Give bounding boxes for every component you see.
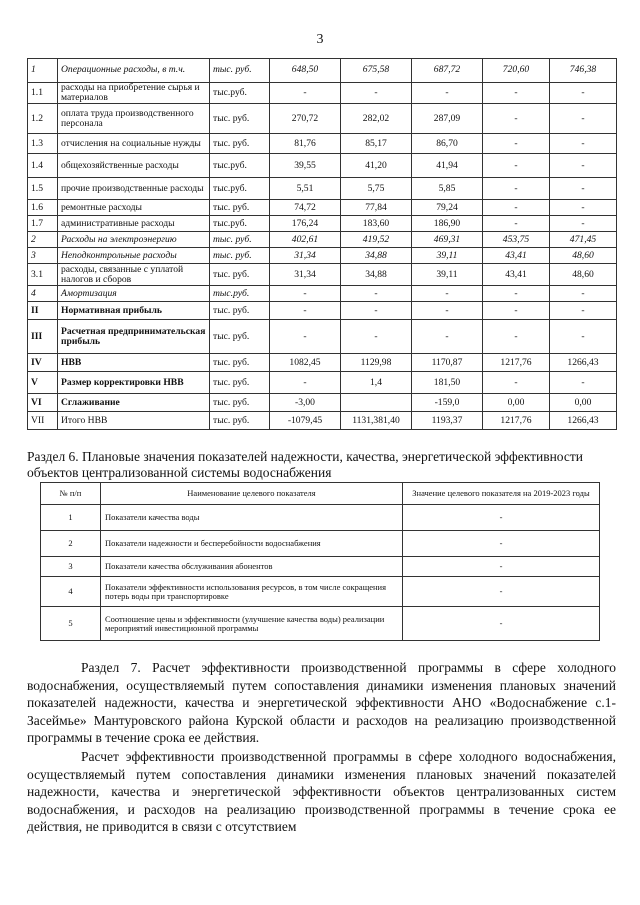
costs-value: - <box>483 320 550 354</box>
costs-value: 1,4 <box>341 372 412 394</box>
targets-value: - <box>403 607 600 641</box>
costs-num: 1.4 <box>28 154 58 178</box>
costs-value: 74,72 <box>270 200 341 216</box>
costs-unit: тыс.руб. <box>210 286 270 302</box>
costs-value: 48,60 <box>550 248 617 264</box>
costs-num: V <box>28 372 58 394</box>
costs-value: - <box>550 216 617 232</box>
costs-num: 4 <box>28 286 58 302</box>
costs-row <box>28 372 617 394</box>
costs-value: 282,02 <box>341 104 412 134</box>
costs-value: 39,11 <box>412 248 483 264</box>
costs-value <box>341 394 412 412</box>
costs-value: - <box>550 372 617 394</box>
costs-value: - <box>550 302 617 320</box>
costs-num: VI <box>28 394 58 412</box>
costs-name: Итого НВВ <box>58 412 210 430</box>
costs-num: 1.1 <box>28 83 58 104</box>
costs-row <box>28 354 617 372</box>
targets-row <box>41 505 600 531</box>
costs-unit: тыс.руб. <box>210 178 270 200</box>
costs-row <box>28 178 617 200</box>
targets-header-num: № п/п <box>41 483 101 505</box>
costs-value: 39,11 <box>412 264 483 286</box>
targets-value: - <box>403 531 600 557</box>
costs-row <box>28 200 617 216</box>
costs-name: прочие производственные расходы <box>58 178 210 200</box>
costs-value: 48,60 <box>550 264 617 286</box>
costs-row <box>28 59 617 83</box>
costs-table <box>27 58 617 430</box>
costs-value: 1082,45 <box>270 354 341 372</box>
costs-row <box>28 320 617 354</box>
costs-unit: тыс. руб. <box>210 302 270 320</box>
costs-value: 5,75 <box>341 178 412 200</box>
costs-value: 720,60 <box>483 59 550 83</box>
costs-unit: тыс. руб. <box>210 232 270 248</box>
costs-value: 31,34 <box>270 248 341 264</box>
costs-num: 2 <box>28 232 58 248</box>
costs-value: - <box>550 178 617 200</box>
costs-name: отчисления на социальные нужды <box>58 134 210 154</box>
costs-value: 77,84 <box>341 200 412 216</box>
costs-value: 471,45 <box>550 232 617 248</box>
costs-value: 1129,98 <box>341 354 412 372</box>
costs-value: - <box>483 372 550 394</box>
costs-value: 469,31 <box>412 232 483 248</box>
costs-name: Амортизация <box>58 286 210 302</box>
costs-value: - <box>483 83 550 104</box>
costs-value: 1217,76 <box>483 412 550 430</box>
costs-value: - <box>270 286 341 302</box>
costs-num: 1.3 <box>28 134 58 154</box>
costs-value: - <box>412 83 483 104</box>
costs-value: 41,94 <box>412 154 483 178</box>
costs-value: - <box>341 320 412 354</box>
costs-value: 43,41 <box>483 248 550 264</box>
section6-title: Раздел 6. Плановые значения показателей надежности, качества, энергетической эффективности объектов централизованной системы водоснабжения <box>27 449 583 481</box>
costs-value: -159,0 <box>412 394 483 412</box>
costs-unit: тыс. руб. <box>210 372 270 394</box>
costs-name: расходы на приобретение сырья и материалов <box>58 83 210 104</box>
costs-unit: тыс. руб. <box>210 248 270 264</box>
costs-value: - <box>270 302 341 320</box>
costs-name: ремонтные расходы <box>58 200 210 216</box>
costs-value: 1193,37 <box>412 412 483 430</box>
costs-num: 3 <box>28 248 58 264</box>
costs-value: 419,52 <box>341 232 412 248</box>
targets-num: 1 <box>41 505 101 531</box>
costs-value: 270,72 <box>270 104 341 134</box>
costs-num: VII <box>28 412 58 430</box>
costs-unit: тыс. руб. <box>210 264 270 286</box>
costs-row <box>28 248 617 264</box>
costs-value: 41,20 <box>341 154 412 178</box>
costs-value: 31,34 <box>270 264 341 286</box>
costs-value: 181,50 <box>412 372 483 394</box>
costs-value: 1266,43 <box>550 412 617 430</box>
costs-value: 186,90 <box>412 216 483 232</box>
costs-value: - <box>483 178 550 200</box>
costs-value: 34,88 <box>341 264 412 286</box>
costs-value: 34,88 <box>341 248 412 264</box>
costs-value: 176,24 <box>270 216 341 232</box>
costs-num: 1 <box>28 59 58 83</box>
costs-value: 81,76 <box>270 134 341 154</box>
costs-value: 1217,76 <box>483 354 550 372</box>
costs-unit: тыс.руб. <box>210 154 270 178</box>
costs-value: - <box>412 286 483 302</box>
costs-value: 1170,87 <box>412 354 483 372</box>
costs-unit: тыс. руб. <box>210 412 270 430</box>
targets-value: - <box>403 505 600 531</box>
costs-unit: тыс.руб. <box>210 83 270 104</box>
costs-value: - <box>341 83 412 104</box>
costs-name: оплата труда производственного персонала <box>58 104 210 134</box>
targets-num: 5 <box>41 607 101 641</box>
targets-row <box>41 557 600 577</box>
costs-name: общехозяйственные расходы <box>58 154 210 178</box>
costs-value: 86,70 <box>412 134 483 154</box>
targets-name: Показатели качества воды <box>101 505 403 531</box>
targets-name: Соотношение цены и эффективности (улучшение качества воды) реализации мероприятий инвестиционной программы <box>101 607 403 641</box>
targets-name: Показатели эффективности использования ресурсов, в том числе сокращения потерь воды при транспортировке <box>101 577 403 607</box>
costs-unit: тыс. руб. <box>210 134 270 154</box>
costs-row <box>28 412 617 430</box>
costs-value: 687,72 <box>412 59 483 83</box>
costs-value: 0,00 <box>550 394 617 412</box>
costs-num: 1.6 <box>28 200 58 216</box>
costs-num: 1.5 <box>28 178 58 200</box>
costs-value: - <box>483 286 550 302</box>
costs-name: административные расходы <box>58 216 210 232</box>
costs-value: -3,00 <box>270 394 341 412</box>
costs-value: - <box>550 134 617 154</box>
costs-value: - <box>550 104 617 134</box>
costs-value: 0,00 <box>483 394 550 412</box>
costs-row <box>28 154 617 178</box>
costs-value: - <box>550 200 617 216</box>
costs-value: - <box>412 320 483 354</box>
costs-num: 1.2 <box>28 104 58 134</box>
costs-unit: тыс. руб. <box>210 104 270 134</box>
costs-value: 183,60 <box>341 216 412 232</box>
targets-num: 3 <box>41 557 101 577</box>
section7-paragraph-1: Раздел 7. Расчет эффективности производственной программы в сфере холодного водоснабжения, осуществляемый путем сопоставления динамики изменения плановых значений показателей надежности, качества и энергетической эффективности АНО «Водоснабжение с.1-Засеймье» Мантуровского района Курской области и расходов на реализацию производственной программы в течение срока ее действия. <box>27 660 616 745</box>
costs-value: -1079,45 <box>270 412 341 430</box>
costs-value: 85,17 <box>341 134 412 154</box>
costs-unit: тыс. руб. <box>210 354 270 372</box>
costs-value: - <box>270 372 341 394</box>
targets-header-name: Наименование целевого показателя <box>101 483 403 505</box>
costs-name: НВВ <box>58 354 210 372</box>
costs-name: Расчетная предпринимательская прибыль <box>58 320 210 354</box>
costs-value: - <box>550 154 617 178</box>
costs-value: 648,50 <box>270 59 341 83</box>
costs-value: - <box>270 320 341 354</box>
costs-value: - <box>550 286 617 302</box>
targets-value: - <box>403 557 600 577</box>
costs-unit: тыс.руб. <box>210 216 270 232</box>
costs-value: 675,58 <box>341 59 412 83</box>
targets-header-row <box>41 483 600 505</box>
costs-value: 453,75 <box>483 232 550 248</box>
costs-name: Размер корректировки НВВ <box>58 372 210 394</box>
targets-value: - <box>403 577 600 607</box>
targets-row <box>41 577 600 607</box>
targets-name: Показатели качества обслуживания абонентов <box>101 557 403 577</box>
costs-num: 1.7 <box>28 216 58 232</box>
costs-row <box>28 286 617 302</box>
costs-unit: тыс. руб. <box>210 320 270 354</box>
targets-name: Показатели надежности и бесперебойности водоснабжения <box>101 531 403 557</box>
costs-row <box>28 134 617 154</box>
costs-value: - <box>341 302 412 320</box>
page-number: 3 <box>316 32 324 47</box>
costs-value: 5,85 <box>412 178 483 200</box>
costs-row <box>28 264 617 286</box>
costs-name: Расходы на электроэнергию <box>58 232 210 248</box>
costs-value: - <box>483 154 550 178</box>
targets-header-value: Значение целевого показателя на 2019-2023 годы <box>403 483 600 505</box>
costs-row <box>28 216 617 232</box>
costs-name: Неподконтрольные расходы <box>58 248 210 264</box>
costs-value: 5,51 <box>270 178 341 200</box>
costs-value: - <box>550 83 617 104</box>
costs-value: - <box>483 302 550 320</box>
costs-value: - <box>483 216 550 232</box>
costs-value: - <box>270 83 341 104</box>
costs-value: 43,41 <box>483 264 550 286</box>
costs-value: - <box>483 200 550 216</box>
costs-row <box>28 232 617 248</box>
targets-table <box>40 482 600 641</box>
costs-value: 402,61 <box>270 232 341 248</box>
costs-value: 746,38 <box>550 59 617 83</box>
costs-name: Нормативная прибыль <box>58 302 210 320</box>
targets-num: 2 <box>41 531 101 557</box>
costs-row <box>28 83 617 104</box>
costs-value: - <box>483 104 550 134</box>
section7-paragraph-2: Расчет эффективности производственной программы в сфере холодного водоснабжения, осуществляемый путем сопоставления динамики изменения плановых значений показателей надежности, качества и энергетической эффективности объектов централизованных систем водоснабжения, и расходов на реализацию производственной программы в течение срока ее действия, не приводится в связи с отсутствием <box>27 749 616 834</box>
costs-value: 1266,43 <box>550 354 617 372</box>
targets-num: 4 <box>41 577 101 607</box>
costs-row <box>28 394 617 412</box>
costs-unit: тыс. руб. <box>210 200 270 216</box>
costs-row <box>28 302 617 320</box>
costs-value: 287,09 <box>412 104 483 134</box>
costs-num: II <box>28 302 58 320</box>
costs-unit: тыс. руб. <box>210 394 270 412</box>
costs-value: - <box>341 286 412 302</box>
costs-row <box>28 104 617 134</box>
costs-unit: тыс. руб. <box>210 59 270 83</box>
costs-name: Сглаживание <box>58 394 210 412</box>
costs-num: III <box>28 320 58 354</box>
costs-name: расходы, связанные с уплатой налогов и сборов <box>58 264 210 286</box>
targets-row <box>41 531 600 557</box>
costs-value: 79,24 <box>412 200 483 216</box>
costs-value: 1131,381,40 <box>341 412 412 430</box>
targets-row <box>41 607 600 641</box>
costs-name: Операционные расходы, в т.ч. <box>58 59 210 83</box>
costs-num: IV <box>28 354 58 372</box>
costs-num: 3.1 <box>28 264 58 286</box>
costs-value: - <box>412 302 483 320</box>
costs-value: 39,55 <box>270 154 341 178</box>
costs-table-body <box>28 59 617 430</box>
costs-value: - <box>550 320 617 354</box>
costs-value: - <box>483 134 550 154</box>
